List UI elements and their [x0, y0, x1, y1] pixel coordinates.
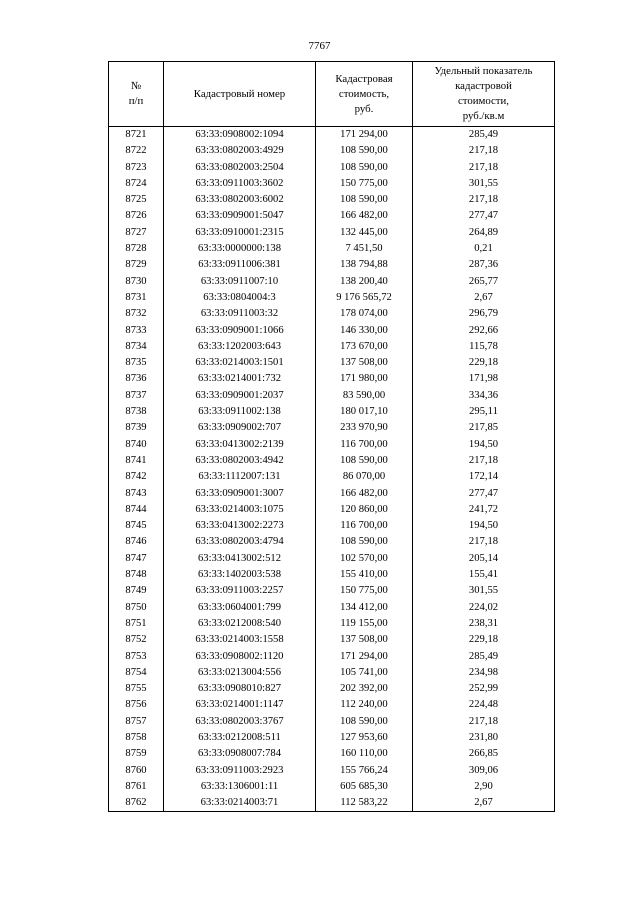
- cell-cadastral-number: 63:33:1402003:538: [164, 567, 316, 583]
- cell-specific-value: 115,78: [413, 339, 555, 355]
- cell-specific-value: 266,85: [413, 746, 555, 762]
- table-row: [109, 290, 555, 306]
- table-row: [109, 746, 555, 762]
- cell-cadastral-number: 63:33:0604001:799: [164, 600, 316, 616]
- cell-row-number: 8734: [109, 339, 164, 355]
- cell-specific-value: 224,48: [413, 697, 555, 713]
- cell-cadastral-number: 63:33:0911003:2923: [164, 763, 316, 779]
- cell-row-number: 8762: [109, 795, 164, 812]
- cell-cadastral-value: 127 953,60: [316, 730, 413, 746]
- cell-row-number: 8754: [109, 665, 164, 681]
- cell-specific-value: 241,72: [413, 502, 555, 518]
- cell-cadastral-number: 63:33:0909001:3007: [164, 486, 316, 502]
- cell-row-number: 8743: [109, 486, 164, 502]
- table-row: [109, 192, 555, 208]
- cell-row-number: 8746: [109, 534, 164, 550]
- cell-specific-value: 217,18: [413, 453, 555, 469]
- cell-specific-value: 301,55: [413, 176, 555, 192]
- cell-row-number: 8739: [109, 420, 164, 436]
- header-row-number: [109, 62, 164, 127]
- cell-cadastral-number: 63:33:0000000:138: [164, 241, 316, 257]
- cell-specific-value: 224,02: [413, 600, 555, 616]
- cell-cadastral-value: 112 583,22: [316, 795, 413, 812]
- table-row: [109, 697, 555, 713]
- cell-row-number: 8732: [109, 306, 164, 322]
- cell-specific-value: 217,18: [413, 534, 555, 550]
- cell-cadastral-number: 63:33:0212008:540: [164, 616, 316, 632]
- cell-cadastral-number: 63:33:0214001:1147: [164, 697, 316, 713]
- table-row: [109, 534, 555, 550]
- table-row: [109, 649, 555, 665]
- cell-cadastral-number: 63:33:0804004:3: [164, 290, 316, 306]
- table-row: [109, 714, 555, 730]
- cell-cadastral-number: 63:33:0212008:511: [164, 730, 316, 746]
- cell-cadastral-number: 63:33:0802003:2504: [164, 160, 316, 176]
- cell-row-number: 8745: [109, 518, 164, 534]
- cell-specific-value: 229,18: [413, 355, 555, 371]
- cell-cadastral-value: 171 294,00: [316, 127, 413, 144]
- cell-row-number: 8726: [109, 208, 164, 224]
- table-row: [109, 160, 555, 176]
- cell-cadastral-value: 112 240,00: [316, 697, 413, 713]
- table-row: [109, 323, 555, 339]
- cell-row-number: 8730: [109, 274, 164, 290]
- cell-row-number: 8738: [109, 404, 164, 420]
- cell-cadastral-number: 63:33:0802003:4794: [164, 534, 316, 550]
- cell-row-number: 8760: [109, 763, 164, 779]
- cell-cadastral-number: 63:33:0911003:32: [164, 306, 316, 322]
- cell-specific-value: 229,18: [413, 632, 555, 648]
- table-row: [109, 127, 555, 144]
- table-row: [109, 241, 555, 257]
- table-row: [109, 551, 555, 567]
- cell-cadastral-number: 63:33:0909001:2037: [164, 388, 316, 404]
- cell-cadastral-value: 160 110,00: [316, 746, 413, 762]
- cell-row-number: 8722: [109, 143, 164, 159]
- cell-specific-value: 217,85: [413, 420, 555, 436]
- header-cadastral-number-line: Кадастровый номер: [193, 87, 286, 100]
- cell-row-number: 8753: [109, 649, 164, 665]
- table-row: [109, 779, 555, 795]
- cell-row-number: 8741: [109, 453, 164, 469]
- header-specific-value-line: стоимости,: [457, 95, 510, 107]
- cell-cadastral-number: 63:33:0413002:2273: [164, 518, 316, 534]
- cell-specific-value: 301,55: [413, 583, 555, 599]
- cell-cadastral-value: 171 294,00: [316, 649, 413, 665]
- header-row-number-line: п/п: [128, 95, 144, 107]
- header-row-number-line: №: [130, 80, 142, 92]
- cell-cadastral-number: 63:33:0214003:1558: [164, 632, 316, 648]
- cell-row-number: 8761: [109, 779, 164, 795]
- table-row: [109, 355, 555, 371]
- cell-specific-value: 217,18: [413, 160, 555, 176]
- cell-cadastral-number: 63:33:1306001:11: [164, 779, 316, 795]
- cell-specific-value: 277,47: [413, 486, 555, 502]
- header-cadastral-value-line: Кадастровая: [335, 72, 393, 85]
- header-specific-value-line: кадастровой: [455, 80, 512, 92]
- table-row: [109, 469, 555, 485]
- cell-specific-value: 287,36: [413, 257, 555, 273]
- table-row: [109, 486, 555, 502]
- table-row: [109, 339, 555, 355]
- cell-cadastral-value: 83 590,00: [316, 388, 413, 404]
- cell-row-number: 8758: [109, 730, 164, 746]
- cell-cadastral-value: 166 482,00: [316, 208, 413, 224]
- cell-row-number: 8728: [109, 241, 164, 257]
- cell-cadastral-value: 132 445,00: [316, 225, 413, 241]
- cell-specific-value: 264,89: [413, 225, 555, 241]
- cell-cadastral-number: 63:33:0413002:512: [164, 551, 316, 567]
- cell-cadastral-value: 102 570,00: [316, 551, 413, 567]
- cell-cadastral-value: 178 074,00: [316, 306, 413, 322]
- cell-specific-value: 292,66: [413, 323, 555, 339]
- cell-cadastral-value: 137 508,00: [316, 355, 413, 371]
- cell-cadastral-value: 171 980,00: [316, 371, 413, 387]
- cell-cadastral-value: 605 685,30: [316, 779, 413, 795]
- table-row: [109, 274, 555, 290]
- table-row: [109, 730, 555, 746]
- cell-cadastral-number: 63:33:0911002:138: [164, 404, 316, 420]
- cell-specific-value: 217,18: [413, 143, 555, 159]
- cell-cadastral-value: 108 590,00: [316, 714, 413, 730]
- cell-cadastral-number: 63:33:0802003:4942: [164, 453, 316, 469]
- cell-cadastral-number: 63:33:0910001:2315: [164, 225, 316, 241]
- cell-specific-value: 296,79: [413, 306, 555, 322]
- cell-cadastral-number: 63:33:1112007:131: [164, 469, 316, 485]
- cell-row-number: 8744: [109, 502, 164, 518]
- cell-cadastral-number: 63:33:0213004:556: [164, 665, 316, 681]
- cell-cadastral-number: 63:33:0911007:10: [164, 274, 316, 290]
- header-cadastral-value-line: стоимость,: [338, 87, 390, 100]
- cell-specific-value: 309,06: [413, 763, 555, 779]
- cell-cadastral-number: 63:33:0908010:827: [164, 681, 316, 697]
- cell-specific-value: 334,36: [413, 388, 555, 404]
- cell-cadastral-number: 63:33:0908002:1120: [164, 649, 316, 665]
- cell-row-number: 8752: [109, 632, 164, 648]
- table-row: [109, 257, 555, 273]
- cell-row-number: 8749: [109, 583, 164, 599]
- table-body: [109, 127, 555, 812]
- cell-row-number: 8742: [109, 469, 164, 485]
- cell-cadastral-number: 63:33:0909002:707: [164, 420, 316, 436]
- table-row: [109, 371, 555, 387]
- table-row: [109, 616, 555, 632]
- cell-cadastral-number: 63:33:0908007:784: [164, 746, 316, 762]
- cell-cadastral-value: 173 670,00: [316, 339, 413, 355]
- cell-cadastral-number: 63:33:0413002:2139: [164, 437, 316, 453]
- cell-specific-value: 238,31: [413, 616, 555, 632]
- cell-cadastral-value: 108 590,00: [316, 160, 413, 176]
- table-row: [109, 583, 555, 599]
- cell-cadastral-number: 63:33:0908002:1094: [164, 127, 316, 144]
- cell-cadastral-value: 116 700,00: [316, 518, 413, 534]
- cell-cadastral-number: 63:33:0909001:1066: [164, 323, 316, 339]
- table-row: [109, 420, 555, 436]
- cell-cadastral-value: 116 700,00: [316, 437, 413, 453]
- cell-cadastral-value: 150 775,00: [316, 176, 413, 192]
- cell-cadastral-value: 138 200,40: [316, 274, 413, 290]
- table-row: [109, 632, 555, 648]
- table-row: [109, 518, 555, 534]
- cell-specific-value: 231,80: [413, 730, 555, 746]
- cell-cadastral-value: 180 017,10: [316, 404, 413, 420]
- cell-specific-value: 194,50: [413, 518, 555, 534]
- table-row: [109, 795, 555, 812]
- cell-cadastral-value: 134 412,00: [316, 600, 413, 616]
- table-row: [109, 453, 555, 469]
- table-row: [109, 763, 555, 779]
- header-specific-value: [413, 62, 555, 127]
- cell-specific-value: 0,21: [413, 241, 555, 257]
- cell-cadastral-number: 63:33:0214003:1075: [164, 502, 316, 518]
- cell-specific-value: 2,90: [413, 779, 555, 795]
- header-cadastral-number: [164, 62, 316, 127]
- cell-row-number: 8724: [109, 176, 164, 192]
- cell-cadastral-number: 63:33:1202003:643: [164, 339, 316, 355]
- cell-row-number: 8755: [109, 681, 164, 697]
- cell-cadastral-value: 138 794,88: [316, 257, 413, 273]
- cell-cadastral-number: 63:33:0911006:381: [164, 257, 316, 273]
- cell-specific-value: 277,47: [413, 208, 555, 224]
- cell-cadastral-number: 63:33:0214003:1501: [164, 355, 316, 371]
- cell-cadastral-value: 119 155,00: [316, 616, 413, 632]
- header-specific-value-line: руб./кв.м: [462, 110, 505, 122]
- cell-cadastral-value: 108 590,00: [316, 192, 413, 208]
- cell-specific-value: 2,67: [413, 290, 555, 306]
- table-row: [109, 225, 555, 241]
- cell-cadastral-number: 63:33:0802003:6002: [164, 192, 316, 208]
- cell-cadastral-value: 7 451,50: [316, 241, 413, 257]
- cell-cadastral-value: 146 330,00: [316, 323, 413, 339]
- cell-cadastral-number: 63:33:0911003:3602: [164, 176, 316, 192]
- cell-cadastral-value: 233 970,90: [316, 420, 413, 436]
- cell-specific-value: 194,50: [413, 437, 555, 453]
- cell-specific-value: 285,49: [413, 649, 555, 665]
- cell-specific-value: 217,18: [413, 192, 555, 208]
- table-row: [109, 306, 555, 322]
- cell-specific-value: 295,11: [413, 404, 555, 420]
- cell-row-number: 8735: [109, 355, 164, 371]
- cell-specific-value: 2,67: [413, 795, 555, 812]
- cell-specific-value: 171,98: [413, 371, 555, 387]
- cell-specific-value: 217,18: [413, 714, 555, 730]
- cell-row-number: 8731: [109, 290, 164, 306]
- cell-cadastral-value: 155 410,00: [316, 567, 413, 583]
- table-row: [109, 388, 555, 404]
- table-row: [109, 176, 555, 192]
- table-row: [109, 567, 555, 583]
- cell-cadastral-value: 137 508,00: [316, 632, 413, 648]
- cell-row-number: 8756: [109, 697, 164, 713]
- cell-row-number: 8747: [109, 551, 164, 567]
- cell-specific-value: 155,41: [413, 567, 555, 583]
- table-row: [109, 600, 555, 616]
- cell-cadastral-value: 86 070,00: [316, 469, 413, 485]
- cell-cadastral-value: 108 590,00: [316, 534, 413, 550]
- table-row: [109, 437, 555, 453]
- cell-row-number: 8727: [109, 225, 164, 241]
- header-cadastral-value-line: руб.: [354, 102, 374, 115]
- table-row: [109, 143, 555, 159]
- cell-row-number: 8748: [109, 567, 164, 583]
- cell-row-number: 8721: [109, 127, 164, 144]
- cell-cadastral-number: 63:33:0911003:2257: [164, 583, 316, 599]
- cell-row-number: 8740: [109, 437, 164, 453]
- cell-cadastral-value: 108 590,00: [316, 453, 413, 469]
- cadastral-value-table: [108, 61, 555, 812]
- table-row: [109, 404, 555, 420]
- cell-cadastral-number: 63:33:0214001:732: [164, 371, 316, 387]
- cell-specific-value: 265,77: [413, 274, 555, 290]
- cell-specific-value: 252,99: [413, 681, 555, 697]
- header-row: [109, 62, 555, 127]
- cell-specific-value: 234,98: [413, 665, 555, 681]
- cell-cadastral-number: 63:33:0214003:71: [164, 795, 316, 812]
- cell-specific-value: 285,49: [413, 127, 555, 144]
- table-row: [109, 208, 555, 224]
- table-header: [109, 62, 555, 127]
- cell-specific-value: 172,14: [413, 469, 555, 485]
- cell-row-number: 8751: [109, 616, 164, 632]
- cell-cadastral-value: 166 482,00: [316, 486, 413, 502]
- cell-row-number: 8750: [109, 600, 164, 616]
- cell-cadastral-number: 63:33:0802003:3767: [164, 714, 316, 730]
- cell-row-number: 8733: [109, 323, 164, 339]
- cell-row-number: 8757: [109, 714, 164, 730]
- header-specific-value-line: Удельный показатель: [434, 65, 533, 77]
- cell-cadastral-number: 63:33:0909001:5047: [164, 208, 316, 224]
- cell-row-number: 8725: [109, 192, 164, 208]
- header-cadastral-value: [316, 62, 413, 127]
- table-row: [109, 502, 555, 518]
- cell-row-number: 8737: [109, 388, 164, 404]
- cell-cadastral-value: 120 860,00: [316, 502, 413, 518]
- table-row: [109, 681, 555, 697]
- cell-cadastral-number: 63:33:0802003:4929: [164, 143, 316, 159]
- cell-row-number: 8736: [109, 371, 164, 387]
- cell-cadastral-value: 105 741,00: [316, 665, 413, 681]
- page-number: 7767: [308, 40, 331, 52]
- cell-cadastral-value: 202 392,00: [316, 681, 413, 697]
- cell-cadastral-value: 150 775,00: [316, 583, 413, 599]
- cell-row-number: 8729: [109, 257, 164, 273]
- table-row: [109, 665, 555, 681]
- cell-row-number: 8759: [109, 746, 164, 762]
- cell-cadastral-value: 108 590,00: [316, 143, 413, 159]
- cell-cadastral-value: 9 176 565,72: [316, 290, 413, 306]
- cell-row-number: 8723: [109, 160, 164, 176]
- cell-cadastral-value: 155 766,24: [316, 763, 413, 779]
- cell-specific-value: 205,14: [413, 551, 555, 567]
